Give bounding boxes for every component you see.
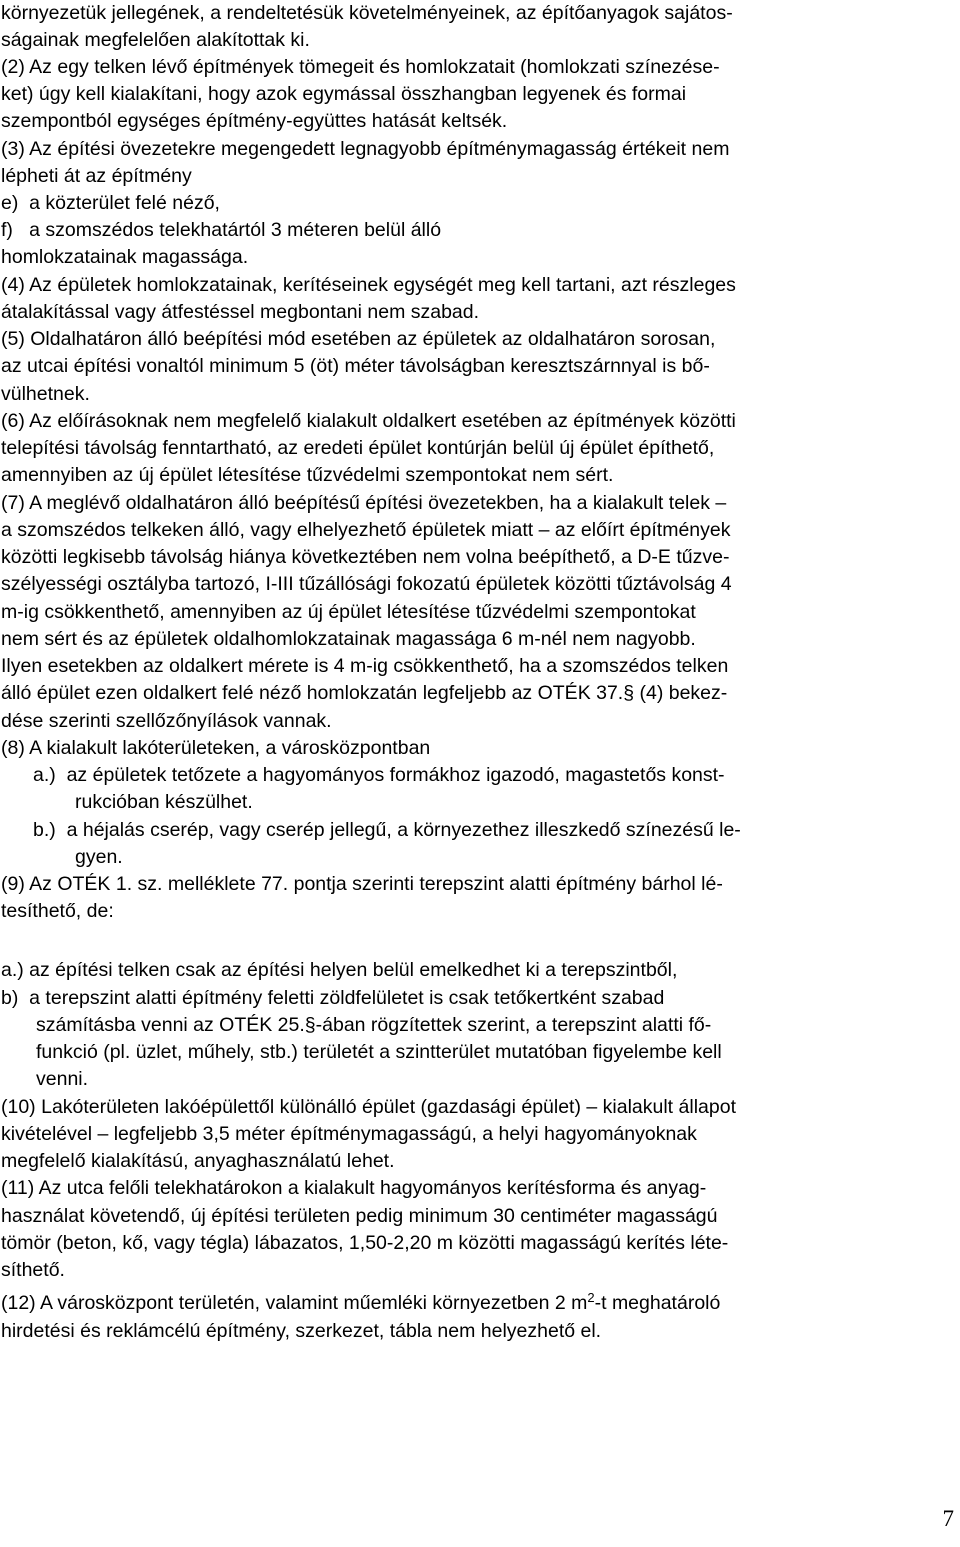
text-line: lépheti át az építmény bbox=[1, 165, 192, 187]
text-line: tömör (beton, kő, vagy tégla) lábazatos, 1,50-2,20 m közötti magasságú kerítés léte- bbox=[1, 1232, 729, 1254]
text-line: (10) Lakóterületen lakóépülettől különálló épület (gazdasági épület) – kialakult állapot bbox=[1, 1096, 736, 1118]
text-line: b) a terepszint alatti építmény feletti zöldfelületet is csak tetőkertként szabad bbox=[1, 987, 665, 1009]
text-line: homlokzatainak magassága. bbox=[1, 246, 249, 268]
text-line: dése szerinti szellőzőnyílások vannak. bbox=[1, 710, 332, 732]
text-line: (8) A kialakult lakóterületeken, a városközpontban bbox=[1, 737, 431, 759]
text-line: e) a közterület felé néző, bbox=[1, 192, 220, 214]
text-line: szélyességi osztályba tartozó, I-III tűzállósági fokozatú épületek közötti tűztávolság 4 bbox=[1, 573, 732, 595]
text-line: a.) az épületek tetőzete a hagyományos formákhoz igazodó, magastetős konst- bbox=[33, 764, 725, 786]
text-line: (2) Az egy telken lévő építmények tömegeit és homlokzatait (homlokzati színezése- bbox=[1, 56, 720, 78]
text-line-para12 bbox=[1, 1290, 720, 1318]
text-line: (4) Az épületek homlokzatainak, kerítéseinek egységét meg kell tartani, azt részleges bbox=[1, 274, 736, 296]
text-line: környezetük jellegének, a rendeltetésük követelményeinek, az építőanyagok sajátos- bbox=[1, 2, 733, 24]
text-line: (5) Oldalhatáron álló beépítési mód esetében az épületek az oldalhatáron sorosan, bbox=[1, 328, 716, 350]
text-line: ket) úgy kell kialakítani, hogy azok egymással összhangban legyenek és formai bbox=[1, 83, 687, 105]
text-line: a.) az építési telken csak az építési helyen belül emelkedhet ki a terepszintből, bbox=[1, 959, 678, 981]
text-line: (11) Az utca felőli telekhatárokon a kialakult hagyományos kerítésforma és anyag- bbox=[1, 1177, 707, 1199]
text-line: tesíthető, de: bbox=[1, 900, 114, 922]
text-line: Ilyen esetekben az oldalkert mérete is 4 m-ig csökkenthető, ha a szomszédos telken bbox=[1, 655, 729, 677]
page-number: 7 bbox=[942, 1506, 954, 1531]
text-line: f) a szomszédos telekhatártól 3 méteren belül álló bbox=[1, 219, 442, 241]
text-line: számításba venni az OTÉK 25.§-ában rögzítettek szerint, a terepszint alatti fő- bbox=[36, 1014, 712, 1036]
text-line: vülhetnek. bbox=[1, 383, 90, 405]
text-line: (3) Az építési övezetekre megengedett legnagyobb építménymagasság értékeit nem bbox=[1, 138, 730, 160]
text-line: közötti legkisebb távolság hiánya következtében nem volna beépíthető, a D-E tűzve- bbox=[1, 546, 730, 568]
text-line: venni. bbox=[36, 1068, 89, 1090]
text-line: telepítési távolság fenntartható, az eredeti épület kontúrján belül új épület építhető, bbox=[1, 437, 715, 459]
text-line: m-ig csökkenthető, amennyiben az új épület létesítése tűzvédelmi szempontokat bbox=[1, 601, 696, 623]
text-line: megfelelő kialakítású, anyaghasználatú lehet. bbox=[1, 1150, 395, 1172]
text-line: hirdetési és reklámcélú építmény, szerkezet, tábla nem helyezhető el. bbox=[1, 1320, 602, 1342]
text-line: a szomszédos telkeken álló, vagy elhelyezhető épületek miatt – az előírt építmények bbox=[1, 519, 731, 541]
text-line: nem sért és az épületek oldalhomlokzatainak magassága 6 m-nél nem nagyobb. bbox=[1, 628, 696, 650]
text-line: (6) Az előírásoknak nem megfelelő kialakult oldalkert esetében az építmények közötti bbox=[1, 410, 736, 432]
text-line: rukcióban készülhet. bbox=[75, 791, 253, 813]
text-segment: (12) A városközpont területén, valamint műemléki környezetben 2 m bbox=[1, 1292, 588, 1314]
text-line: átalakítással vagy átfestéssel megbontani nem szabad. bbox=[1, 301, 480, 323]
text-line: (7) A meglévő oldalhatáron álló beépítésű építési övezetekben, ha a kialakult telek – bbox=[1, 492, 727, 514]
text-line: gyen. bbox=[75, 846, 123, 868]
text-line: ságainak megfelelően alakítottak ki. bbox=[1, 29, 310, 51]
text-line: (9) Az OTÉK 1. sz. melléklete 77. pontja szerinti terepszint alatti építmény bárhol lé- bbox=[1, 873, 723, 895]
text-line: kivételével – legfeljebb 3,5 méter építménymagasságú, a helyi hagyományoknak bbox=[1, 1123, 697, 1145]
text-segment: -t meghatároló bbox=[594, 1292, 721, 1314]
text-line: álló épület ezen oldalkert felé néző homlokzatán legfeljebb az OTÉK 37.§ (4) bekez- bbox=[1, 682, 728, 704]
text-line: amennyiben az új épület létesítése tűzvédelmi szempontokat nem sért. bbox=[1, 464, 614, 486]
superscript: 2 bbox=[587, 1290, 595, 1305]
text-line: szempontból egységes építmény-együttes hatását keltsék. bbox=[1, 110, 508, 132]
text-line: b.) a héjalás cserép, vagy cserép jellegű, a környezethez illeszkedő színezésű le- bbox=[33, 819, 741, 841]
text-line: síthető. bbox=[1, 1259, 65, 1281]
text-line: funkció (pl. üzlet, műhely, stb.) területét a szintterület mutatóban figyelembe kell bbox=[36, 1041, 722, 1063]
text-line: az utcai építési vonaltól minimum 5 (öt) méter távolságban keresztszárnnyal is bő- bbox=[1, 355, 710, 377]
text-line: használat követendő, új építési területen pedig minimum 30 centiméter magasságú bbox=[1, 1205, 718, 1227]
